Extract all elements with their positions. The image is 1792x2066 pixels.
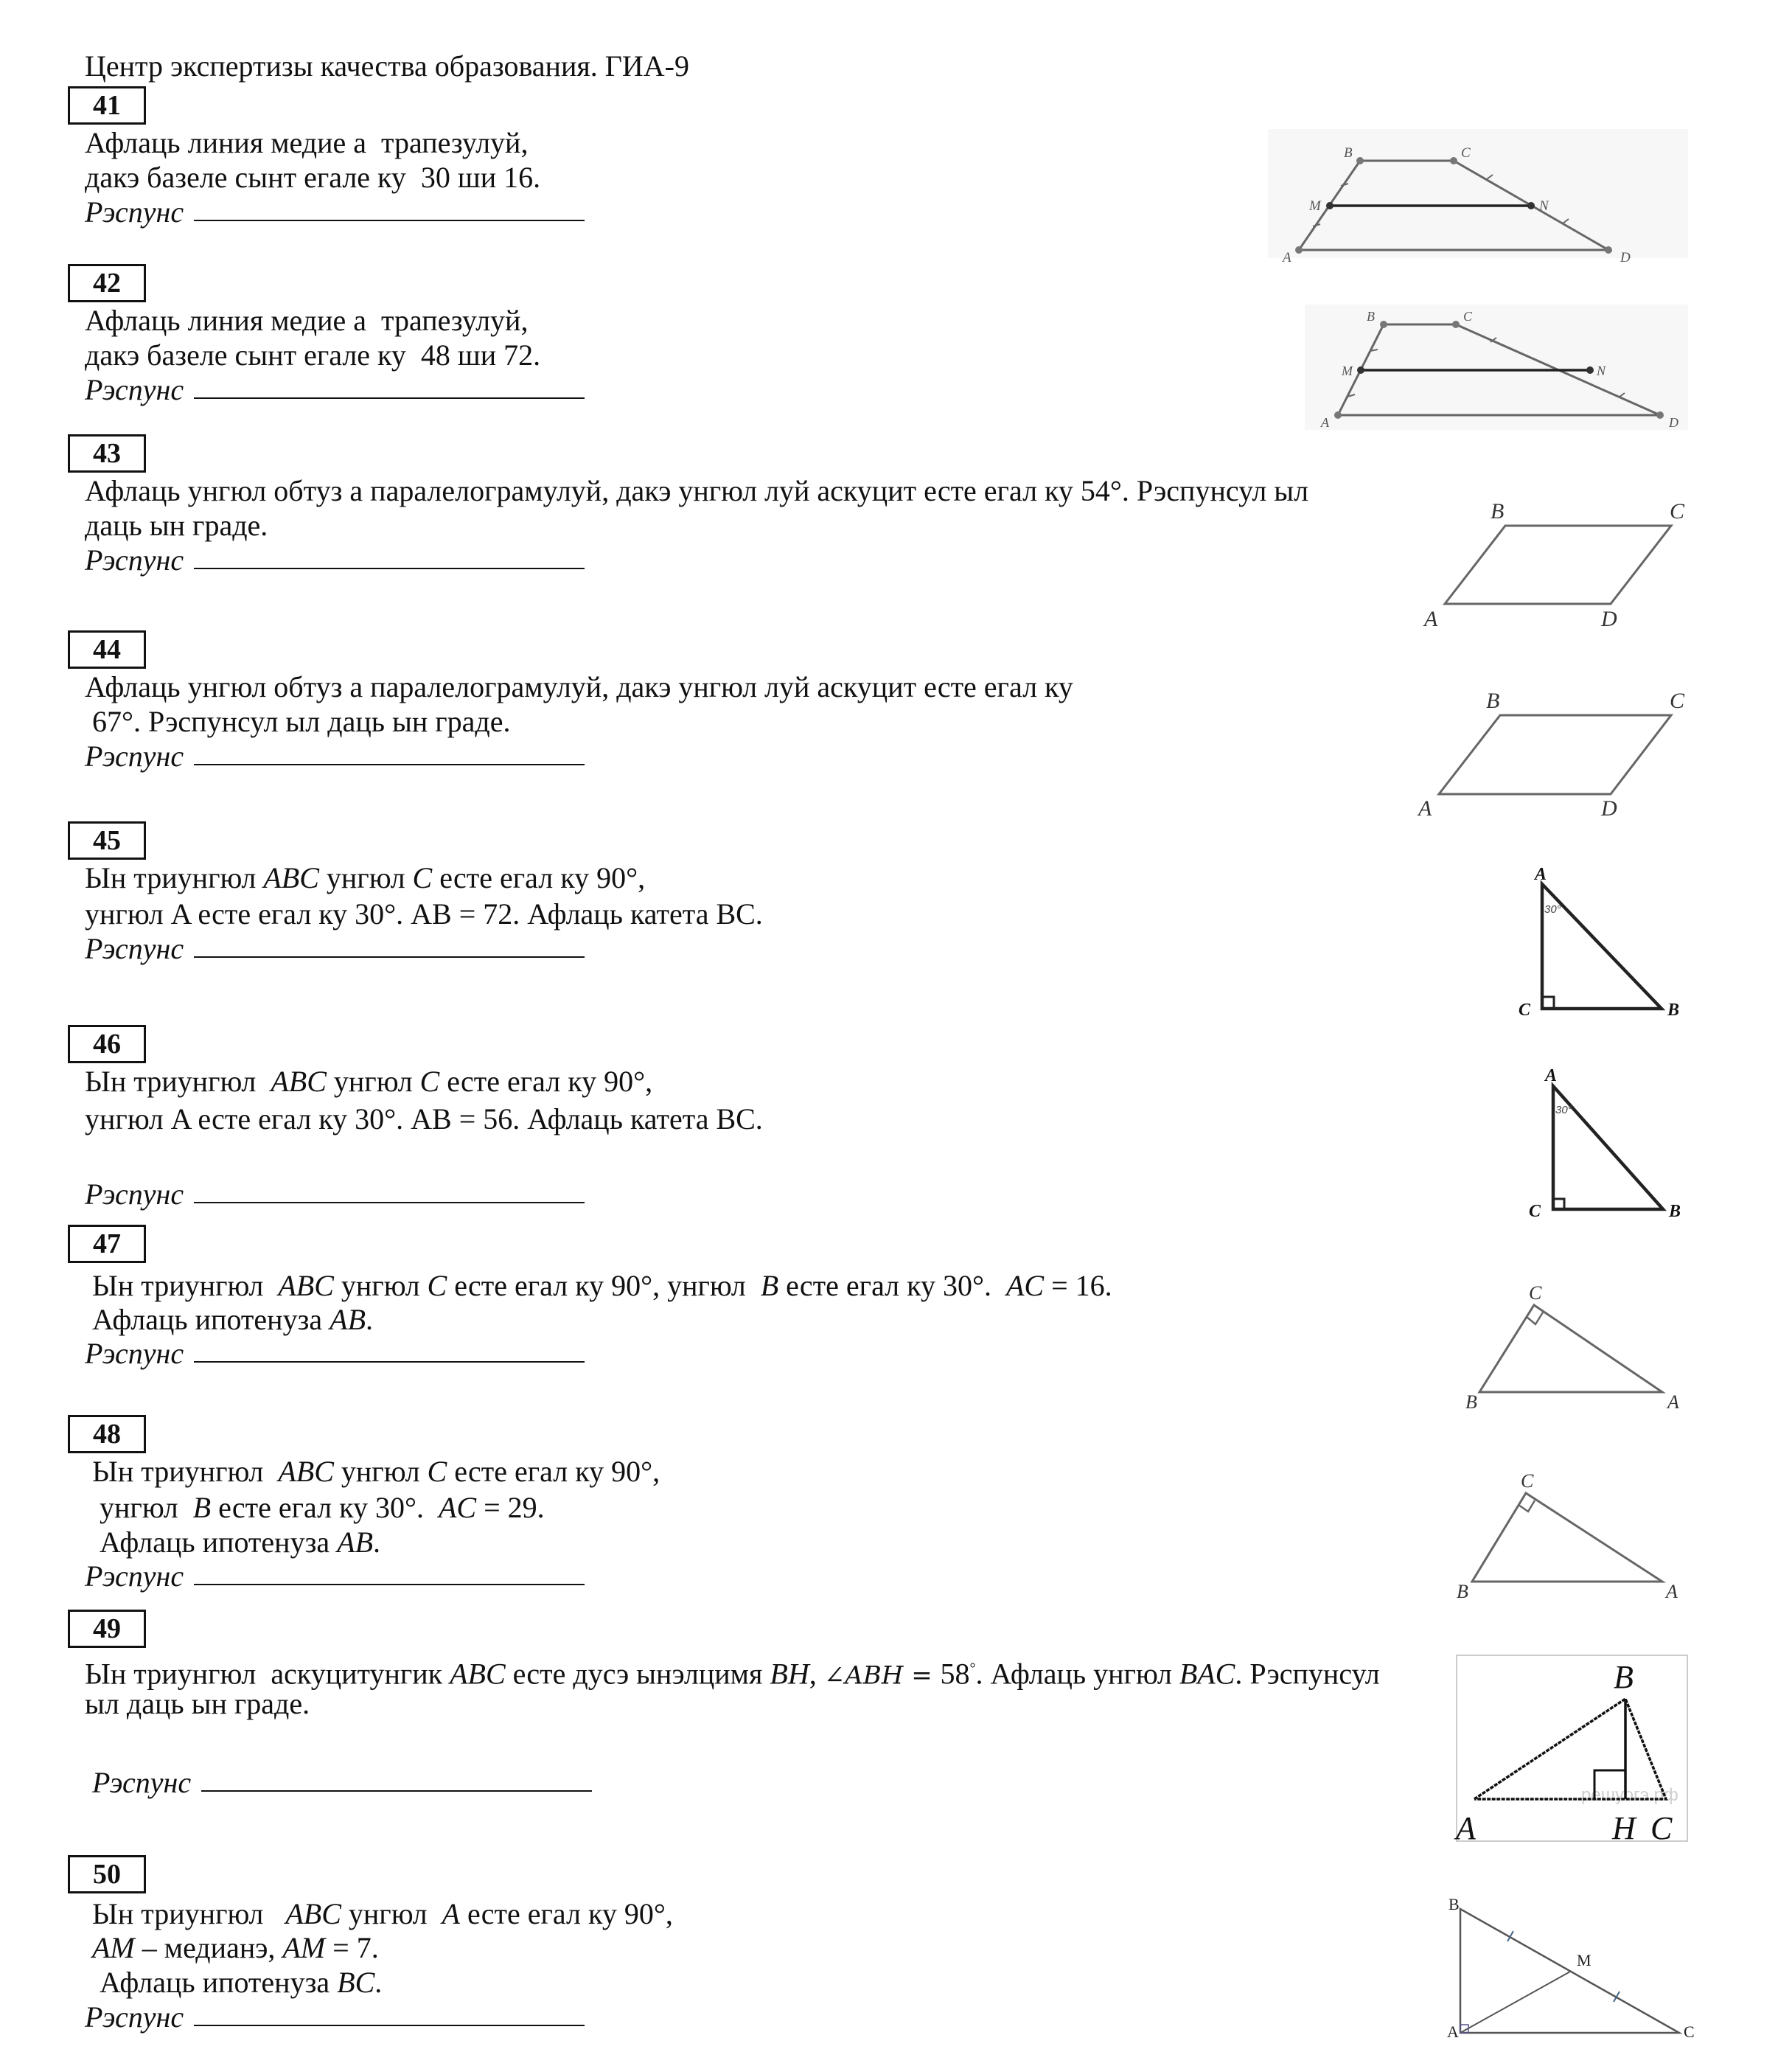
problem-text-line: 67°. Рэспунсул ыл даць ын граде. (85, 705, 511, 738)
text-span: , (809, 1657, 824, 1691)
trapezoid-figure (1268, 129, 1688, 265)
text-span: унгюл (326, 1065, 420, 1098)
right-triangle-figure (1445, 1282, 1695, 1413)
figure-shape (1586, 366, 1594, 374)
vertex-label-b: B (1669, 1202, 1681, 1221)
problem-text-line (85, 1064, 652, 1099)
vertex-label-d: D (1669, 415, 1678, 430)
text-span: . (374, 1966, 383, 1999)
trapezoid-figure (1305, 305, 1688, 430)
figure-shape (1268, 129, 1688, 258)
vertex-label-a: A (1666, 1581, 1678, 1602)
angle-label: 30° (1544, 903, 1561, 916)
answer-row (85, 372, 585, 407)
vertex-label-n: N (1539, 198, 1549, 214)
vertex-label-n: N (1597, 364, 1606, 378)
answer-input-line[interactable] (194, 372, 585, 399)
text-span: Афлаць ипотенуза (85, 1303, 330, 1336)
problem-text-line (85, 1454, 660, 1489)
vertex-label-c: C (1461, 145, 1471, 161)
text-span: AB (330, 1303, 366, 1336)
figure-shape (1452, 321, 1460, 328)
text-span: есте егал ку 90°, (447, 1455, 660, 1488)
text-span: = 7. (325, 1931, 379, 1964)
figure-shape (1295, 246, 1303, 254)
vertex-label-b: B (1448, 1895, 1460, 1913)
vertex-label-c: C (1684, 2022, 1695, 2041)
text-span: Ын триунгюл (85, 1269, 279, 1302)
text-span: B (192, 1491, 212, 1524)
text-span: AB (337, 1526, 374, 1559)
problem-text-line (85, 1965, 382, 2000)
figure-shape (1450, 157, 1457, 164)
vertex-label-b: B (1367, 309, 1375, 324)
vertex-label-a: A (1447, 2022, 1459, 2041)
text-span: ABC (278, 1269, 334, 1302)
text-span: Ын триунгюл (85, 1897, 286, 1930)
text-span: ABC (278, 1455, 334, 1488)
vertex-label-b: B (1491, 499, 1505, 524)
right-triangle-median-figure (1441, 1895, 1695, 2061)
answer-input-line[interactable] (194, 543, 585, 569)
right-triangle-figure (1504, 859, 1695, 1018)
answer-row (85, 1765, 592, 1800)
answer-row (85, 931, 585, 966)
vertex-label-c: C (1670, 689, 1685, 713)
answer-label: Рэспунс (85, 740, 184, 773)
answer-label: Рэспунс (85, 373, 184, 406)
watermark: решуогэ.рф (1581, 1785, 1678, 1805)
text-span: ABC (285, 1897, 341, 1930)
answer-input-line[interactable] (201, 1765, 592, 1792)
vertex-label-d: D (1620, 250, 1631, 265)
text-span (85, 1931, 92, 1964)
parallelogram-figure (1415, 498, 1695, 631)
text-span: . Афлаць унгюл (975, 1657, 1179, 1691)
problem-number: 49 (68, 1610, 146, 1648)
text-span: B (760, 1269, 779, 1302)
answer-input-line[interactable] (194, 2000, 585, 2026)
answer-row (85, 2000, 585, 2034)
problem-number: 44 (68, 630, 146, 669)
text-span: BH (770, 1657, 809, 1691)
vertex-label-a: A (1545, 1066, 1558, 1085)
text-span: есте егал ку 30°. (211, 1491, 439, 1524)
figure-shape (1445, 526, 1671, 604)
right-triangle-figure (1504, 1062, 1695, 1220)
vertex-label-m: M (1309, 198, 1321, 214)
answer-input-line[interactable] (194, 1559, 585, 1585)
vertex-label-c: C (1529, 1202, 1541, 1221)
vertex-label-a: A (1321, 415, 1329, 430)
vertex-label-a: A (1667, 1391, 1679, 1413)
vertex-label-a: A (1424, 607, 1438, 631)
problem-number: 45 (68, 821, 146, 860)
answer-input-line[interactable] (194, 931, 585, 958)
text-span: Ын триунгюл (85, 1065, 271, 1098)
figure-shape (1423, 499, 1685, 631)
figure-shape (1605, 246, 1612, 254)
problem-number: 42 (68, 264, 146, 302)
text-span: C (427, 1269, 447, 1302)
figure-shape (1417, 689, 1685, 821)
vertex-label-m: M (1577, 1951, 1591, 1969)
problem-text-line: унгюл A есте егал ку 30°. AB = 56. Афлаць катета BC. (85, 1102, 763, 1135)
text-span: ° (969, 1660, 976, 1677)
figure-shape (1326, 202, 1333, 209)
problem-number: 48 (68, 1415, 146, 1453)
vertex-label-d: D (1601, 607, 1617, 631)
vertex-label-b: B (1667, 1001, 1680, 1020)
figure-shape (1380, 321, 1387, 328)
problem-number: 47 (68, 1225, 146, 1263)
answer-label: Рэспунс (85, 2000, 184, 2034)
text-span: BAC (1179, 1657, 1235, 1691)
problem-text-line: дакэ базеле сынт егале ку 48 ши 72. (85, 338, 541, 372)
vertex-label-c: C (1650, 1810, 1673, 1846)
vertex-label-c: C (1521, 1470, 1534, 1492)
text-span: есте егал ку 90°, (439, 1065, 653, 1098)
text-span: есте егал ку 90°, унгюл (447, 1269, 761, 1302)
answer-input-line[interactable] (194, 739, 585, 765)
problem-text-line (85, 1930, 379, 1965)
text-span: . Рэспунсул (1235, 1657, 1380, 1691)
text-span: Афлаць ипотенуза (85, 1966, 338, 1999)
figure-shape (1527, 202, 1535, 209)
answer-input-line[interactable] (194, 1177, 585, 1203)
figure-shape (1334, 411, 1342, 419)
text-span: 58 (940, 1657, 970, 1691)
answer-row (85, 195, 585, 229)
figure-shape (1357, 366, 1364, 374)
problem-text-line: унгюл A есте егал ку 30°. AB = 72. Афлаць катета BC. (85, 897, 763, 931)
vertex-label-c: C (1519, 1001, 1531, 1020)
text-span: . (373, 1526, 381, 1559)
triangle-altitude-figure (1456, 1655, 1688, 1846)
figure-shape (1542, 997, 1554, 1009)
text-span: C (419, 1065, 440, 1098)
right-triangle-figure (1445, 1471, 1695, 1600)
problem-number: 41 (68, 86, 146, 125)
problem-text-line: дакэ базеле сынт егале ку 30 ши 16. (85, 161, 541, 194)
answer-label: Рэспунс (85, 195, 184, 229)
text-span: Афлаць ипотенуза (85, 1526, 338, 1559)
problem-text-line: ыл даць ын граде. (85, 1687, 310, 1720)
text-span: унгюл (318, 861, 413, 894)
problem-number: 43 (68, 434, 146, 473)
figure-shape (1472, 1493, 1662, 1582)
answer-input-line[interactable] (194, 195, 585, 221)
problem-text-line (85, 1525, 380, 1559)
vertex-label-b: B (1344, 145, 1353, 161)
text-span: ABC (263, 861, 319, 894)
answer-label: Рэспунс (85, 1766, 192, 1799)
vertex-label-b: B (1486, 689, 1500, 713)
answer-label: Рэспунс (85, 1559, 184, 1593)
text-span: C (412, 861, 433, 894)
text-span: A (442, 1897, 460, 1930)
text-span: есте егал ку 90°, (459, 1897, 673, 1930)
figure-shape (1479, 1305, 1662, 1392)
text-span: – медианэ, (134, 1931, 283, 1964)
text-span: BC (337, 1966, 375, 1999)
text-span: AC (1006, 1269, 1045, 1302)
text-span: AM (92, 1931, 135, 1964)
vertex-label-a: A (1535, 865, 1547, 884)
text-span: ABC (271, 1065, 327, 1098)
vertex-label-m: M (1342, 364, 1353, 378)
problem-text-line: Афлаць унгюл обтуз а паралелограмулуй, дакэ унгюл луй аскуцит есте егал ку 54°. Рэспунсул ыл (85, 474, 1309, 507)
text-span: Ын триунгюл аскуцитунгик (85, 1657, 450, 1691)
answer-label: Рэспунс (85, 543, 184, 577)
answer-label: Рэспунс (85, 1178, 184, 1211)
figure-shape (1460, 1972, 1570, 2033)
text-span: . (366, 1303, 374, 1336)
answer-input-line[interactable] (194, 1336, 585, 1363)
text-span: есте егал ку 90°, (432, 861, 646, 894)
vertex-label-h: H (1612, 1810, 1636, 1846)
vertex-label-c: C (1529, 1282, 1542, 1304)
figure-shape (1656, 411, 1664, 419)
problem-text-line (85, 1302, 373, 1337)
vertex-label-b: B (1614, 1659, 1634, 1695)
text-span: унгюл (333, 1455, 428, 1488)
vertex-label-b: B (1457, 1581, 1468, 1602)
problem-text-line: Афлаць линия медие а трапезулуй, (85, 126, 529, 159)
page-header: Центр экспертизы качества образования. ГИА-9 (85, 49, 689, 83)
text-span: AM (282, 1931, 326, 1964)
vertex-label-d: D (1601, 796, 1617, 821)
text-span: = 16. (1044, 1269, 1112, 1302)
vertex-label-a: A (1418, 796, 1432, 821)
text-span: унгюл (333, 1269, 428, 1302)
text-span: есте дусэ ынэлцимя (505, 1657, 770, 1691)
problem-text-line (85, 1490, 545, 1525)
figure-shape (1439, 715, 1671, 794)
vertex-label-a: A (1283, 250, 1291, 265)
answer-row (85, 543, 585, 577)
angle-label: 30° (1555, 1104, 1572, 1116)
answer-label: Рэспунс (85, 1337, 184, 1370)
text-span: C (427, 1455, 447, 1488)
figure-shape (1356, 157, 1364, 164)
answer-row (85, 1559, 585, 1593)
text-span: ABC (450, 1657, 506, 1691)
problem-number: 46 (68, 1025, 146, 1063)
problem-text-line (85, 1896, 673, 1931)
text-span: Ын триунгюл (85, 861, 264, 894)
answer-row (85, 1336, 585, 1371)
parallelogram-figure (1415, 686, 1695, 821)
text-span: Ын триунгюл (85, 1455, 279, 1488)
text-span: ∠ABH = (823, 1660, 941, 1691)
text-span: AC (438, 1491, 477, 1524)
vertex-label-c: C (1463, 309, 1473, 324)
answer-label: Рэспунс (85, 932, 184, 965)
problem-text-line: Афлаць унгюл обтуз а паралелограмулуй, дакэ унгюл луй аскуцит есте егал ку (85, 670, 1073, 703)
problem-number: 50 (68, 1855, 146, 1893)
text-span: = 29. (476, 1491, 545, 1524)
text-span: унгюл (341, 1897, 442, 1930)
answer-row (85, 739, 585, 773)
text-span: унгюл (85, 1491, 193, 1524)
problem-text-line: Афлаць линия медие а трапезулуй, (85, 304, 529, 337)
vertex-label-c: C (1670, 499, 1685, 524)
answer-row (85, 1177, 585, 1211)
vertex-label-b: B (1465, 1391, 1477, 1413)
text-span: есте егал ку 30°. (778, 1269, 1006, 1302)
problem-text-line (85, 1268, 1112, 1303)
problem-text-line (85, 860, 645, 895)
problem-text-line: даць ын граде. (85, 509, 268, 542)
vertex-label-a: A (1456, 1810, 1476, 1846)
